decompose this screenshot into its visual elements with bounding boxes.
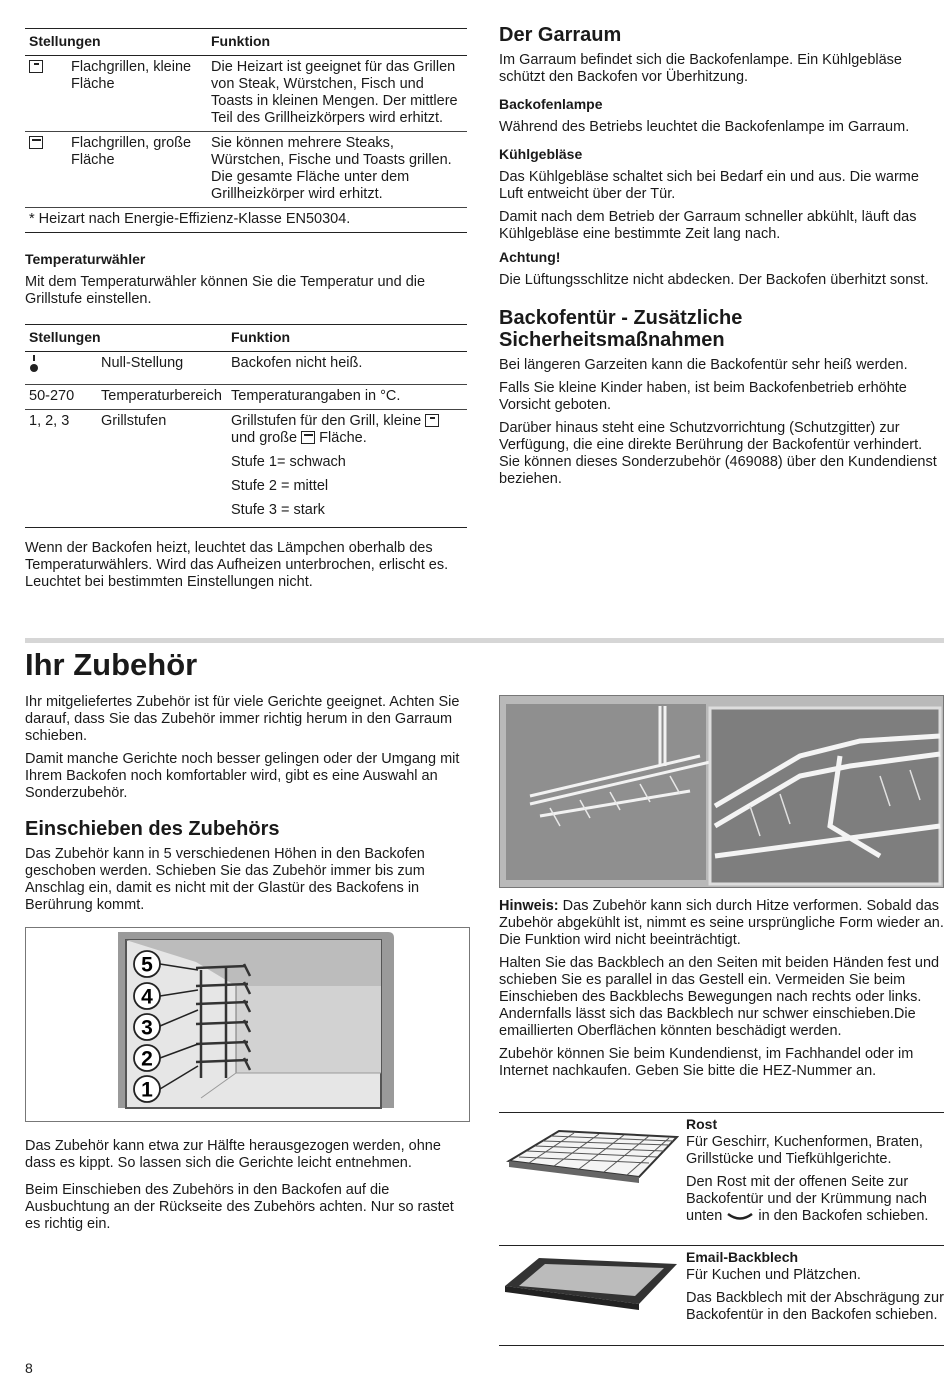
door-text: Darüber hinaus steht eine Schutzvorrichtung (Schutzgitter) zur Verfügung, die eine direkte Berührung der Backofentür verhindert. Sie können dieses Sonderzubehör (469088) über den Kundendienst beziehen. [499, 420, 937, 487]
mode-function: Sie können mehrere Steaks, Würstchen, Fische und Toasts grillen. Die gesamte Fläche unter dem Grillheizkörper wird erhitzt. [207, 132, 467, 208]
grill-small-icon [29, 60, 43, 73]
table-row [25, 132, 467, 208]
page-title: Ihr Zubehör [25, 647, 198, 682]
rack-detail-figure [499, 695, 944, 888]
position-function: Backofen nicht heiß. [227, 352, 467, 385]
left-bottom-column [25, 694, 470, 920]
table-row [25, 410, 467, 528]
accessory-desc: Für Kuchen und Plätzchen. [686, 1267, 861, 1283]
table-footnote: * Heizart nach Energie-Effizienz-Klasse EN50304. [25, 208, 467, 233]
door-heading: Backofentür - Zusätzliche Sicherheitsmaßnahmen [499, 307, 743, 351]
accessory-name: Email-Backblech [686, 1249, 799, 1265]
right-top-column [499, 24, 944, 494]
mode-function: Die Heizart ist geeignet für das Grillen von Steak, Würstchen, Fisch und Toasts in kleinen Mengen. Der mittlere Teil des Grillheizkörpers wird erhitzt. [207, 56, 467, 132]
accessory-desc: Für Geschirr, Kuchenformen, Braten, Grillstücke und Tiefkühlgerichte. [686, 1134, 923, 1167]
grill-level: Stufe 2 = mittel [231, 478, 329, 494]
table-row [25, 56, 467, 132]
zubehoer-text: Ihr mitgeliefertes Zubehör ist für viele Gerichte geeignet. Achten Sie darauf, dass Sie das Zubehör immer richtig herum in den Garraum schieben. [25, 694, 460, 744]
temp-heading: Temperaturwähler [25, 251, 146, 267]
table-header-positions: Stellungen [25, 325, 227, 352]
garraum-intro: Im Garraum befindet sich die Backofenlampe. Ein Kühlgebläse schützt den Backofen vor Überhitzung. [499, 52, 902, 85]
oven-levels-figure [25, 927, 470, 1122]
section-divider [25, 638, 944, 643]
mode-name: Flachgrillen, kleine Fläche [67, 56, 207, 132]
hinweis-text: Zubehör können Sie beim Kundendienst, im Fachhandel oder im Internet nachkaufen. Geben Sie bitte die HEZ-Nummer an. [499, 1046, 914, 1079]
hinweis-text: Das Zubehör kann sich durch Hitze verformen. Sobald das Zubehör abgekühlt ist, nimmt es seine ursprüngliche Form wieder an. Die Funktion wird nicht beeinträchtigt. [499, 898, 944, 948]
door-text: Falls Sie kleine Kinder haben, ist beim Backofenbetrieb erhöhte Vorsicht geboten. [499, 380, 907, 413]
left-bottom-column-2 [25, 1138, 470, 1239]
insert-text: Das Zubehör kann in 5 verschiedenen Höhen in den Backofen geschoben werden. Schieben Sie das Zubehör immer bis zum Anschlag ein, damit es nicht mit der Glastür des Backofens in Berührung kommt. [25, 846, 425, 913]
fan-heading: Kühlgebläse [499, 146, 583, 162]
position-value: 1, 2, 3 [25, 410, 97, 528]
mode-name: Flachgrillen, große Fläche [67, 132, 207, 208]
garraum-heading: Der Garraum [499, 24, 622, 46]
page-number: 8 [25, 1360, 33, 1376]
position-name: Null-Stellung [97, 352, 227, 385]
wire-rack-illustration [499, 1113, 679, 1213]
table-header-positions: Stellungen [25, 29, 207, 56]
zubehoer-text: Das Zubehör kann etwa zur Hälfte herausgezogen werden, ohne dass es kippt. So lassen sich die Gerichte leicht entnehmen. [25, 1138, 441, 1171]
accessory-desc-2: Den Rost mit der offenen Seite zur Backofentür und der Krümmung nach unten in den Backofen schieben. [686, 1174, 929, 1224]
null-position-icon [29, 355, 39, 375]
right-bottom-column [499, 898, 944, 1086]
accessory-rost [499, 1112, 944, 1246]
insert-heading: Einschieben des Zubehörs [25, 818, 280, 840]
level-label-1: 1 [141, 1078, 153, 1102]
temperature-table [25, 324, 467, 528]
accessory-name: Rost [686, 1116, 718, 1132]
level-label-3: 3 [141, 1016, 153, 1040]
grill-large-icon [29, 136, 43, 149]
level-label-2: 2 [141, 1047, 153, 1071]
grill-function-b: und große [231, 430, 298, 446]
lamp-heading: Backofenlampe [499, 96, 603, 112]
temp-note: Wenn der Backofen heizt, leuchtet das Lämpchen oberhalb des Temperaturwählers. Wird das Aufheizen unterbrochen, erlischt es. Leuchtet bei bestimmten Einstellungen nicht. [25, 540, 449, 590]
zubehoer-text: Beim Einschieben des Zubehörs in den Backofen auf die Ausbuchtung an der Rückseite des Zubehörs achten. Nur so rastet es richtig ein. [25, 1182, 454, 1232]
warning-heading: Achtung! [499, 249, 561, 265]
accessory-text [686, 1116, 944, 1231]
hinweis-text: Halten Sie das Backblech an den Seiten mit beiden Händen fest und schieben Sie es parallel in das Gestell ein. Vermeiden Sie beim Einschieben des Backblechs Bewegungen nach rechts oder links. Andernfalls lässt sich das Backblech nur schwer einschieben.Die emaillierten Oberflächen könnten beschädigt werden. [499, 955, 940, 1039]
grill-small-icon [425, 414, 439, 427]
table-header-function: Funktion [227, 325, 467, 352]
table-row [25, 385, 467, 410]
fan-text: Das Kühlgebläse schaltet sich bei Bedarf ein und aus. Die warme Luft entweicht über der Tür. [499, 169, 919, 202]
grill-large-icon [301, 431, 315, 444]
curve-down-icon [726, 1211, 754, 1221]
level-label-5: 5 [141, 953, 153, 977]
left-top-column [25, 28, 467, 597]
accessory-desc: Das Backblech mit der Abschrägung zur Backofentür in den Backofen schieben. [686, 1290, 944, 1323]
grill-level: Stufe 3 = stark [231, 502, 325, 518]
table-header-function: Funktion [207, 29, 467, 56]
fan-text: Damit nach dem Betrieb der Garraum schneller abkühlt, läuft das Kühlgebläse eine bestimmte Zeit lang nach. [499, 209, 917, 242]
position-name: Grillstufen [97, 410, 227, 528]
accessory-backblech [499, 1246, 944, 1346]
hinweis-label: Hinweis: [499, 898, 559, 914]
level-label-4: 4 [141, 985, 153, 1009]
grill-function-a: Grillstufen für den Grill, kleine [231, 413, 422, 429]
heating-mode-table [25, 28, 467, 233]
position-function: Temperaturangaben in °C. [227, 385, 467, 410]
position-value: 50-270 [25, 385, 97, 410]
position-name: Temperaturbereich [97, 385, 227, 410]
baking-tray-illustration [499, 1246, 679, 1346]
door-text: Bei längeren Garzeiten kann die Backofentür sehr heiß werden. [499, 357, 908, 373]
zubehoer-text: Damit manche Gerichte noch besser gelingen oder der Umgang mit Ihrem Backofen noch komfortabler wird, gibt es eine Auswahl an Sonderzubehör. [25, 751, 460, 801]
grill-level: Stufe 1= schwach [231, 454, 346, 470]
grill-function-c: Fläche. [319, 430, 367, 446]
accessory-text [686, 1249, 944, 1330]
hinweis-paragraph [499, 898, 944, 949]
temp-intro: Mit dem Temperaturwähler können Sie die Temperatur und die Grillstufe einstellen. [25, 274, 426, 307]
lamp-text: Während des Betriebs leuchtet die Backofenlampe im Garraum. [499, 119, 910, 135]
warning-text: Die Lüftungsschlitze nicht abdecken. Der Backofen überhitzt sonst. [499, 272, 929, 288]
table-row [25, 352, 467, 385]
